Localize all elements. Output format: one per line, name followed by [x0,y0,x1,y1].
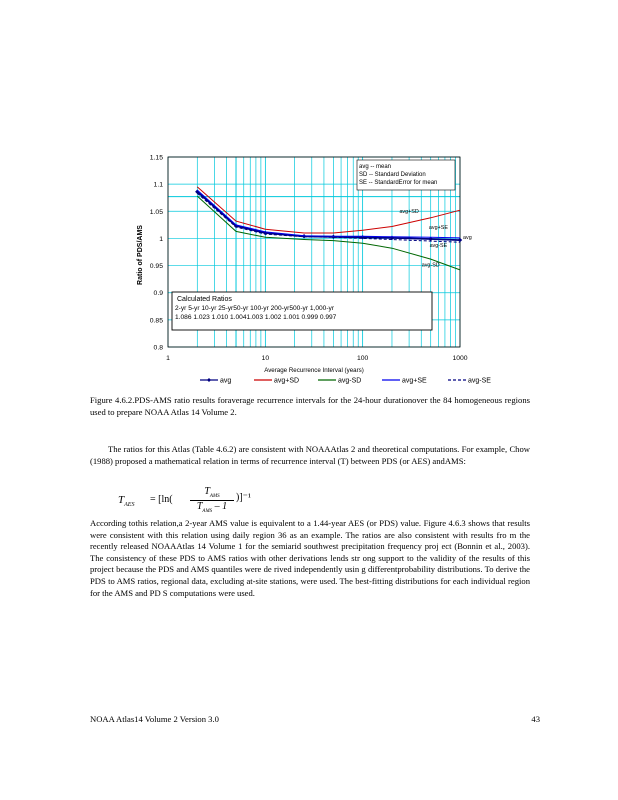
series-annotation: avg [463,234,472,241]
y-tick-label: 1.15 [149,154,163,162]
series-annotation: avg-SD [421,262,440,269]
footer-title: NOAA Atlas14 Volume 2 Version 3.0 [90,714,219,724]
x-tick-label: 100 [356,355,369,362]
y-tick-label: 1.1 [153,181,163,189]
y-tick-label: 0.9 [153,290,163,298]
ratios-values: 1.086 1.023 1.010 1.0041.003 1.002 1.001 0.999 0.997 [175,314,337,321]
x-axis-label: Average Recurrence Interval (years) [264,367,364,374]
legend-label: avg-SE [468,377,491,385]
series-annotation: avg+SE [428,225,448,232]
legend-label: avg+SD [274,377,300,385]
equation-fraction: $T_{AMS}$ $T_{AMS}$ ‒ 1 [190,486,234,514]
equation-close: )]⁻¹ [236,492,251,503]
figure-caption: Figure 4.6.2.PDS-AMS ratio results foraverage recurrence intervals for the 24-hour durationover the 84 homogeneous regions used to prepare NOAA Atlas 14 Volume 2. [90,395,530,417]
equation-lhs: $T_{AES}$ [118,494,135,509]
key-line-1: avg -- mean [359,164,392,170]
legend-label: avg+SE [402,377,427,385]
key-line-2: SD -- Standard Deviation [359,172,426,178]
legend-label: avg-SD [338,377,362,385]
series-annotation: avg+SD [399,208,419,215]
avg-point [302,234,306,238]
calculated-ratios-box [172,292,432,330]
y-tick-label: 1.05 [149,208,163,216]
series-line-avgse [197,190,460,238]
series-annotation: avg-SE [429,243,448,250]
ratios-title: Calculated Ratios [177,296,232,303]
series-line-avgse [197,193,460,242]
y-axis-label: Ratio of PDS/AMS [137,225,144,285]
paragraph-1: The ratios for this Atlas (Table 4.6.2) are consistent with NOAAAtlas 2 and theoretical computations. For example, Chow (1988) proposed a mathematical relation in terms of recurrence interval (T) between PDS (or AES) andAMS: [90,444,530,466]
x-tick-label: 1000 [452,355,468,362]
y-tick-label: 0.85 [149,317,163,325]
y-tick-label: 1 [159,235,163,243]
legend-marker [207,378,211,382]
y-tick-labels [150,155,163,352]
paragraph-2: According tothis relation,a 2-year AMS value is equivalent to a 1.44-year AES (or PDS) value. Figure 4.6.3 shows that results were consistent with this relation using daily region 36 as an example. The ratios are also consistent with results fro m the recently released NOAAAtlas 14 Volume 1 for the semiarid southwest precipitation frequency proj ect (Bonnin et al., 2003). The consistency of these PDS to AMS ratios with other derivations lends str ong support to the validity of the results of this project because the PDS and AMS quantiles were de rived independently usin g differentprobability distributions. To derive the PDS to AMS ratios, regional data, excluding at-site stations, were used. The best-fitting distributions for each individual region for the AMS and PD S computations were used. [90,518,530,598]
equation-open: = [ln( [150,494,173,505]
y-tick-label: 0.8 [153,344,163,352]
chow-equation [118,486,278,520]
x-tick-labels [166,355,468,362]
key-box [357,160,455,190]
legend-label: avg [220,377,232,385]
chart-legend [200,378,491,385]
y-tick-label: 0.95 [149,263,163,271]
x-tick-label: 1 [166,355,170,362]
key-line-3: SE -- StandardError for mean [359,180,438,186]
ratios-header: 2-yr 5-yr 10-yr 25-yr50-yr 100-yr 200-yr500-yr 1,000-yr [175,305,335,312]
page-number: 43 [531,714,540,724]
x-tick-label: 10 [261,355,270,362]
series-lines [195,187,462,270]
